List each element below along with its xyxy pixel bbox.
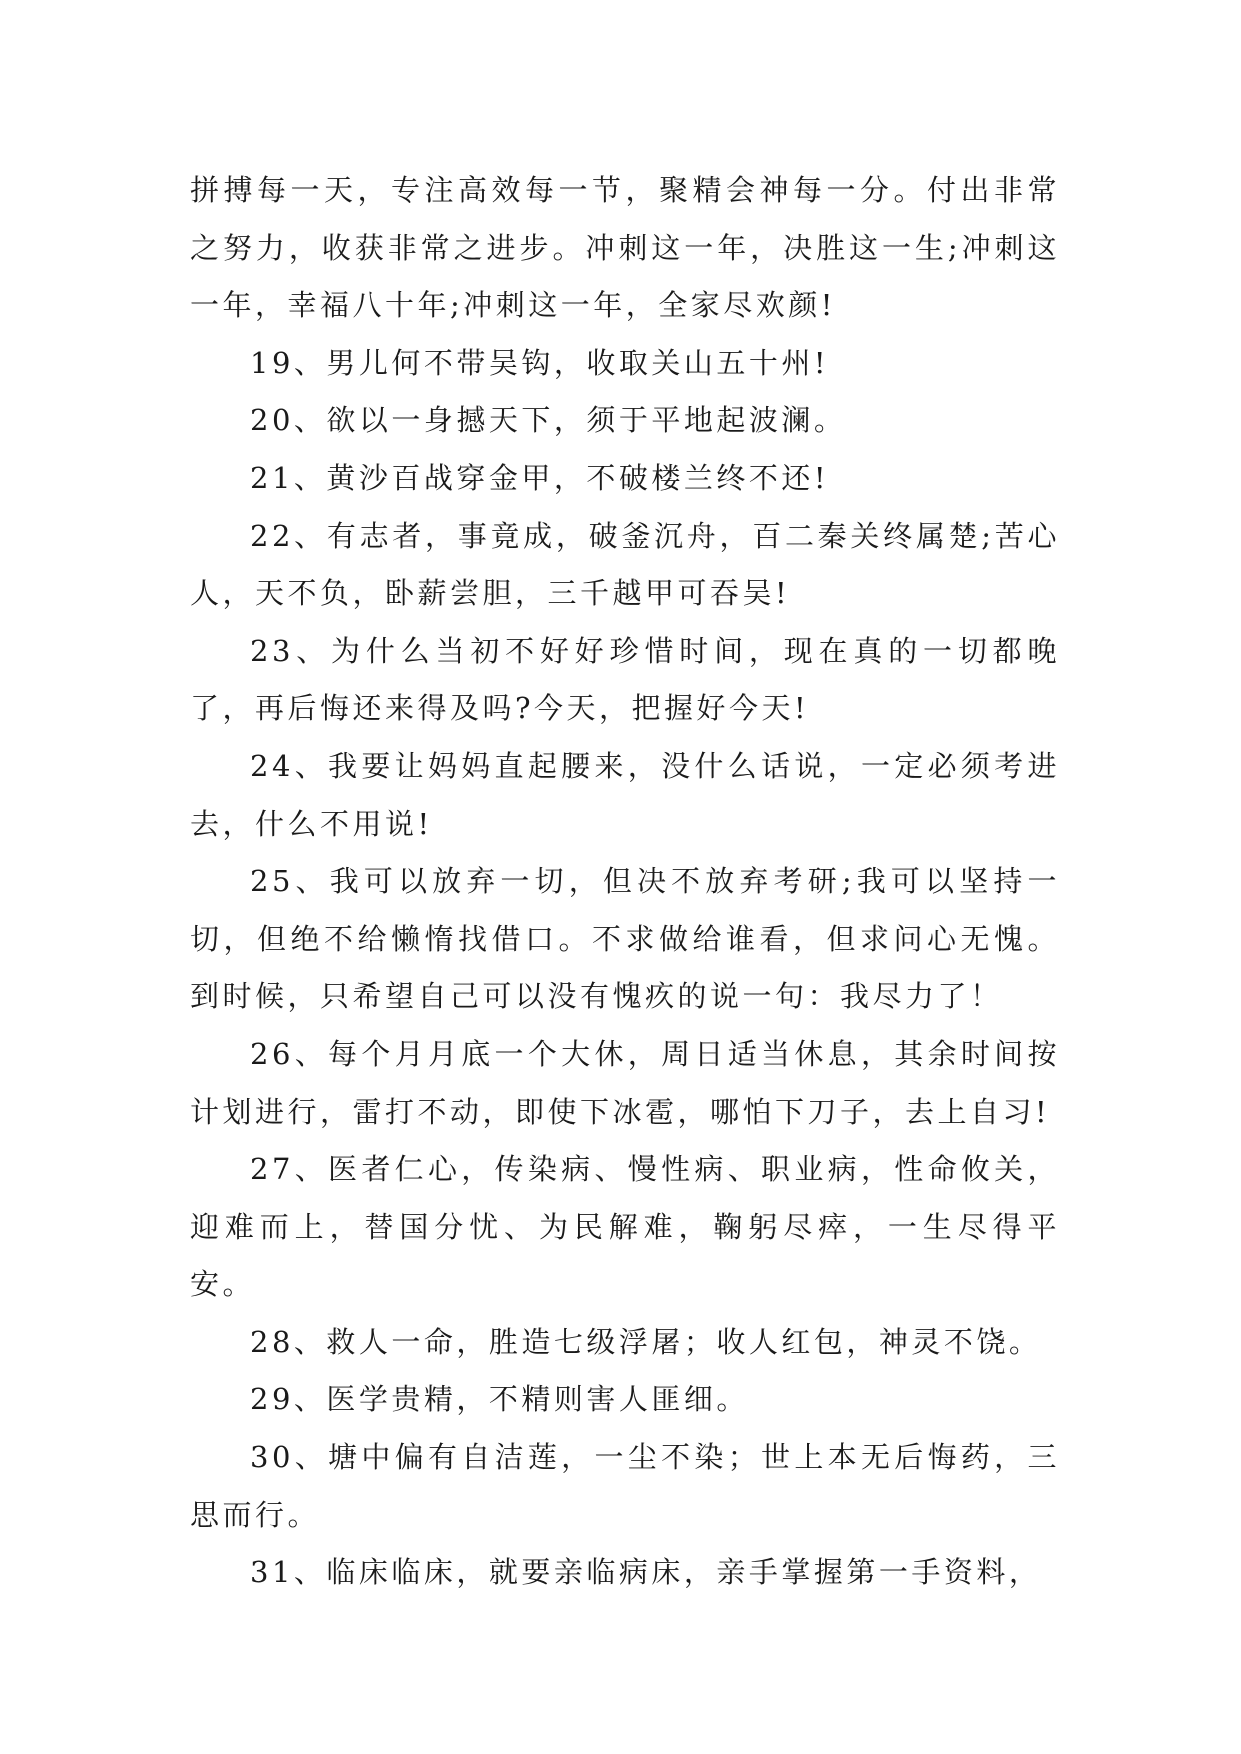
paragraph-27: 27、医者仁心，传染病、慢性病、职业病，性命攸关，迎难而上，替国分忧、为民解难，鞠躬尽瘁，一生尽得平安。 bbox=[190, 1152, 1060, 1302]
paragraph-21: 21、黄沙百战穿金甲，不破楼兰终不还! bbox=[250, 460, 830, 495]
paragraph-24: 24、我要让妈妈直起腰来，没什么话说，一定必须考进去，什么不用说! bbox=[190, 748, 1060, 841]
paragraph-29: 29、医学贵精，不精则害人匪细。 bbox=[250, 1382, 749, 1417]
paragraph-25: 25、我可以放弃一切，但决不放弃考研;我可以坚持一切，但绝不给懒惰找借口。不求做给谁看，但求问心无愧。到时候，只希望自己可以没有愧疚的说一句：我尽力了！ bbox=[190, 864, 1060, 1014]
paragraph-23: 23、为什么当初不好好珍惜时间，现在真的一切都晚了，再后悔还来得及吗?今天，把握好今天! bbox=[190, 633, 1060, 726]
paragraph-26: 26、每个月月底一个大休，周日适当休息，其余时间按计划进行，雷打不动，即使下冰雹，哪怕下刀子，去上自习! bbox=[190, 1036, 1060, 1129]
paragraph-22: 22、有志者，事竟成，破釜沉舟，百二秦关终属楚;苦心人，天不负，卧薪尝胆，三千越甲可吞吴! bbox=[190, 518, 1060, 611]
paragraph-30: 30、塘中偏有自洁莲，一尘不染；世上本无后悔药，三思而行。 bbox=[190, 1440, 1060, 1532]
paragraph-20: 20、欲以一身撼天下，须于平地起波澜。 bbox=[250, 403, 847, 438]
paragraph-19: 19、男儿何不带吴钩，收取关山五十州! bbox=[250, 345, 830, 380]
document-body bbox=[190, 162, 1060, 1602]
paragraph-28: 28、救人一命，胜造七级浮屠；收人红包，神灵不饶。 bbox=[250, 1324, 1042, 1359]
paragraph-1: 拼搏每一天，专注高效每一节，聚精会神每一分。付出非常之努力，收获非常之进步。冲刺这一年，决胜这一生;冲刺这一年，幸福八十年;冲刺这一年，全家尽欢颜! bbox=[190, 173, 1060, 323]
paragraph-31: 31、临床临床，就要亲临病床，亲手掌握第一手资料， bbox=[250, 1555, 1042, 1590]
